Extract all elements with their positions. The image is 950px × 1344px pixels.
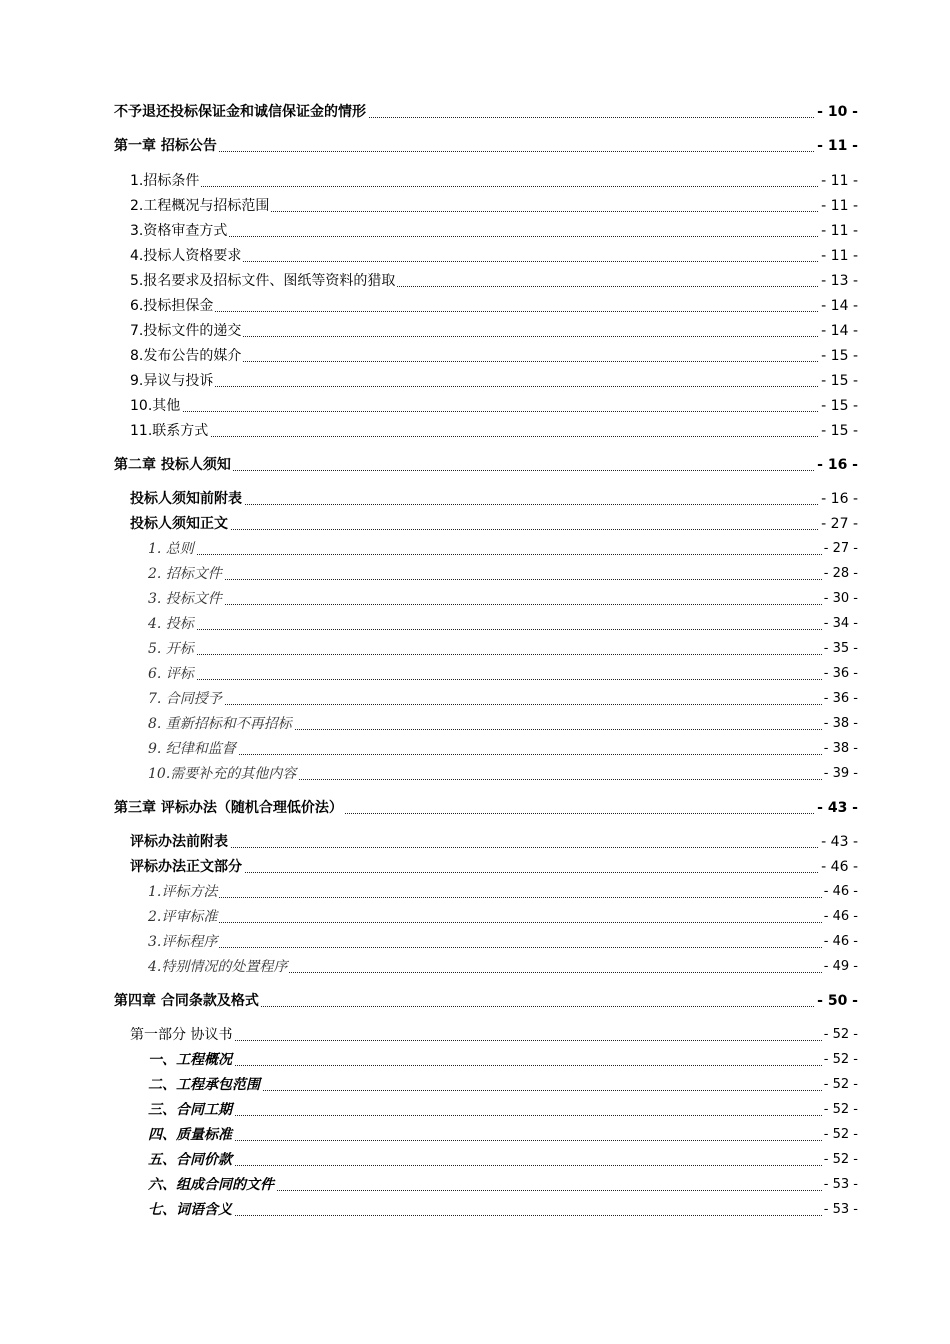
toc-entry-page-number: - 14 -: [821, 298, 858, 314]
toc-entry-label: 投标人须知前附表: [130, 491, 242, 507]
toc-entry-page-number: - 53 -: [822, 1175, 858, 1195]
toc-entry[interactable]: [0, 932, 950, 952]
toc-entry[interactable]: [0, 991, 950, 1011]
toc-entry[interactable]: [0, 882, 950, 902]
toc-entry-label: 1. 总则: [148, 541, 194, 557]
toc-entry-page-number: - 43 -: [817, 800, 858, 816]
toc-entry-page-number: - 38 -: [822, 714, 858, 734]
toc-entry-page-number: - 52 -: [822, 1025, 858, 1045]
toc-entry[interactable]: [0, 564, 950, 584]
toc-entry-page-number: - 34 -: [822, 614, 858, 634]
toc-entry[interactable]: [0, 321, 950, 341]
toc-entry-label: 评标办法正文部分: [130, 859, 242, 875]
toc-entry-page-number: - 39 -: [822, 764, 858, 784]
toc-entry[interactable]: [0, 455, 950, 475]
toc-entry-page-number: - 46 -: [822, 907, 858, 927]
toc-entry[interactable]: [0, 639, 950, 659]
toc-entry[interactable]: [0, 196, 950, 216]
toc-entry-page-number: - 11 -: [821, 223, 858, 239]
toc-entry-label: 6.投标担保金: [130, 298, 214, 314]
toc-dot-leader: [130, 236, 858, 237]
toc-entry[interactable]: [0, 589, 950, 609]
toc-dot-leader: [130, 186, 858, 187]
toc-entry-label: 5.报名要求及招标文件、图纸等资料的猎取: [130, 273, 396, 289]
toc-entry-page-number: - 35 -: [822, 639, 858, 659]
toc-dot-leader: [130, 411, 858, 412]
toc-entry[interactable]: [0, 1150, 950, 1170]
toc-dot-leader: [148, 1215, 858, 1216]
toc-entry-page-number: - 16 -: [821, 491, 858, 507]
toc-entry-label: 6. 评标: [148, 666, 194, 682]
toc-entry-label: 不予退还投标保证金和诚信保证金的情形: [114, 104, 366, 120]
toc-entry[interactable]: [0, 221, 950, 241]
toc-entry-label: 第一部分 协议书: [130, 1027, 233, 1043]
toc-entry-label: 第一章 招标公告: [114, 138, 217, 154]
toc-entry[interactable]: [0, 832, 950, 852]
toc-entry-label: 2.评审标准: [148, 909, 218, 925]
toc-entry[interactable]: [0, 1200, 950, 1220]
toc-entry-page-number: - 36 -: [822, 664, 858, 684]
toc-entry-label: 七、词语含义: [148, 1202, 232, 1218]
toc-entry[interactable]: [0, 714, 950, 734]
toc-entry-page-number: - 27 -: [821, 516, 858, 532]
toc-dot-leader: [148, 1165, 858, 1166]
toc-entry-page-number: - 38 -: [822, 739, 858, 759]
toc-entry[interactable]: [0, 396, 950, 416]
toc-entry[interactable]: [0, 664, 950, 684]
toc-dot-leader: [130, 386, 858, 387]
toc-entry[interactable]: [0, 1175, 950, 1195]
toc-entry-label: 1.评标方法: [148, 884, 218, 900]
toc-entry[interactable]: [0, 136, 950, 156]
toc-entry-label: 4.投标人资格要求: [130, 248, 242, 264]
toc-dot-leader: [148, 1115, 858, 1116]
toc-entry-label: 4. 投标: [148, 616, 194, 632]
toc-dot-leader: [148, 1065, 858, 1066]
toc-entry[interactable]: [0, 246, 950, 266]
toc-dot-leader: [148, 579, 858, 580]
toc-dot-leader: [148, 604, 858, 605]
toc-entry-page-number: - 52 -: [822, 1075, 858, 1095]
toc-entry-label: 三、合同工期: [148, 1102, 232, 1118]
toc-entry[interactable]: [0, 296, 950, 316]
toc-entry[interactable]: [0, 614, 950, 634]
toc-dot-leader: [148, 654, 858, 655]
toc-dot-leader: [148, 679, 858, 680]
toc-entry-label: 11.联系方式: [130, 423, 209, 439]
toc-entry-label: 7.投标文件的递交: [130, 323, 242, 339]
toc-entry-page-number: - 15 -: [821, 348, 858, 364]
toc-entry-label: 六、组成合同的文件: [148, 1177, 274, 1193]
toc-entry-label: 8. 重新招标和不再招标: [148, 716, 292, 732]
toc-dot-leader: [148, 947, 858, 948]
toc-entry-label: 5. 开标: [148, 641, 194, 657]
toc-entry[interactable]: [0, 271, 950, 291]
toc-entry-label: 10.其他: [130, 398, 181, 414]
toc-entry-page-number: - 30 -: [822, 589, 858, 609]
toc-entry-page-number: - 15 -: [821, 423, 858, 439]
toc-entry-label: 3.资格审查方式: [130, 223, 228, 239]
toc-entry-label: 第三章 评标办法（随机合理低价法）: [114, 800, 343, 816]
toc-entry-page-number: - 11 -: [821, 198, 858, 214]
toc-entry-label: 1.招标条件: [130, 173, 200, 189]
toc-entry-page-number: - 15 -: [821, 373, 858, 389]
toc-entry[interactable]: [0, 689, 950, 709]
toc-entry-page-number: - 11 -: [821, 248, 858, 264]
toc-entry-label: 四、质量标准: [148, 1127, 232, 1143]
toc-entry-page-number: - 36 -: [822, 689, 858, 709]
toc-dot-leader: [148, 554, 858, 555]
toc-dot-leader: [114, 151, 858, 152]
toc-entry-page-number: - 27 -: [822, 539, 858, 559]
toc-entry[interactable]: [0, 346, 950, 366]
toc-entry-page-number: - 53 -: [822, 1200, 858, 1220]
toc-entry[interactable]: [0, 907, 950, 927]
toc-entry[interactable]: [0, 539, 950, 559]
toc-dot-leader: [148, 922, 858, 923]
toc-entry-label: 9. 纪律和监督: [148, 741, 236, 757]
toc-entry[interactable]: [0, 1125, 950, 1145]
toc-entry-label: 7. 合同授予: [148, 691, 222, 707]
toc-entry-page-number: - 11 -: [817, 138, 858, 154]
toc-entry[interactable]: [0, 798, 950, 818]
toc-entry-page-number: - 49 -: [822, 957, 858, 977]
toc-entry-label: 投标人须知正文: [130, 516, 228, 532]
toc-entry[interactable]: [0, 1025, 950, 1045]
toc-entry-page-number: - 10 -: [817, 104, 858, 120]
toc-entry-label: 一、工程概况: [148, 1052, 232, 1068]
toc-entry-label: 8.发布公告的媒介: [130, 348, 242, 364]
toc-entry-label: 9.异议与投诉: [130, 373, 214, 389]
toc-entry-label: 评标办法前附表: [130, 834, 228, 850]
toc-entry[interactable]: [0, 1050, 950, 1070]
toc-entry[interactable]: [0, 739, 950, 759]
toc-entry-page-number: - 28 -: [822, 564, 858, 584]
toc-entry-page-number: - 52 -: [822, 1100, 858, 1120]
toc-dot-leader: [130, 847, 858, 848]
toc-entry-page-number: - 43 -: [821, 834, 858, 850]
toc-entry-page-number: - 16 -: [817, 457, 858, 473]
toc-entry-page-number: - 46 -: [822, 882, 858, 902]
toc-entry[interactable]: [0, 171, 950, 191]
toc-dot-leader: [130, 436, 858, 437]
toc-entry[interactable]: [0, 857, 950, 877]
toc-entry[interactable]: [0, 489, 950, 509]
toc-dot-leader: [130, 1040, 858, 1041]
toc-entry-label: 10.需要补充的其他内容: [148, 766, 297, 782]
toc-entry-label: 2.工程概况与招标范围: [130, 198, 270, 214]
toc-entry-label: 第四章 合同条款及格式: [114, 993, 259, 1009]
toc-dot-leader: [130, 529, 858, 530]
toc-entry-label: 2. 招标文件: [148, 566, 222, 582]
toc-entry-label: 3.评标程序: [148, 934, 218, 950]
toc-entry-page-number: - 52 -: [822, 1125, 858, 1145]
toc-entry-page-number: - 46 -: [822, 932, 858, 952]
toc-entry[interactable]: [0, 1075, 950, 1095]
toc-dot-leader: [148, 1140, 858, 1141]
toc-dot-leader: [148, 704, 858, 705]
toc-dot-leader: [148, 754, 858, 755]
toc-entry[interactable]: [0, 957, 950, 977]
toc-entry-page-number: - 52 -: [822, 1150, 858, 1170]
toc-entry-page-number: - 13 -: [821, 273, 858, 289]
toc-entry[interactable]: [0, 102, 950, 122]
toc-entry-page-number: - 15 -: [821, 398, 858, 414]
toc-entry-page-number: - 46 -: [821, 859, 858, 875]
toc-entry-page-number: - 52 -: [822, 1050, 858, 1070]
toc-entry-label: 二、工程承包范围: [148, 1077, 260, 1093]
toc-entry-label: 4.特别情况的处置程序: [148, 959, 288, 975]
toc-entry-page-number: - 50 -: [817, 993, 858, 1009]
toc-dot-leader: [130, 311, 858, 312]
toc-entry-label: 五、合同价款: [148, 1152, 232, 1168]
toc-dot-leader: [148, 897, 858, 898]
toc-entry-label: 3. 投标文件: [148, 591, 222, 607]
toc-entry[interactable]: [0, 371, 950, 391]
toc-entry-page-number: - 14 -: [821, 323, 858, 339]
toc-entry-page-number: - 11 -: [821, 173, 858, 189]
toc-entry[interactable]: [0, 421, 950, 441]
toc-entry-label: 第二章 投标人须知: [114, 457, 231, 473]
toc-entry[interactable]: [0, 514, 950, 534]
toc-dot-leader: [148, 629, 858, 630]
toc-entry[interactable]: [0, 764, 950, 784]
toc-entry[interactable]: [0, 1100, 950, 1120]
